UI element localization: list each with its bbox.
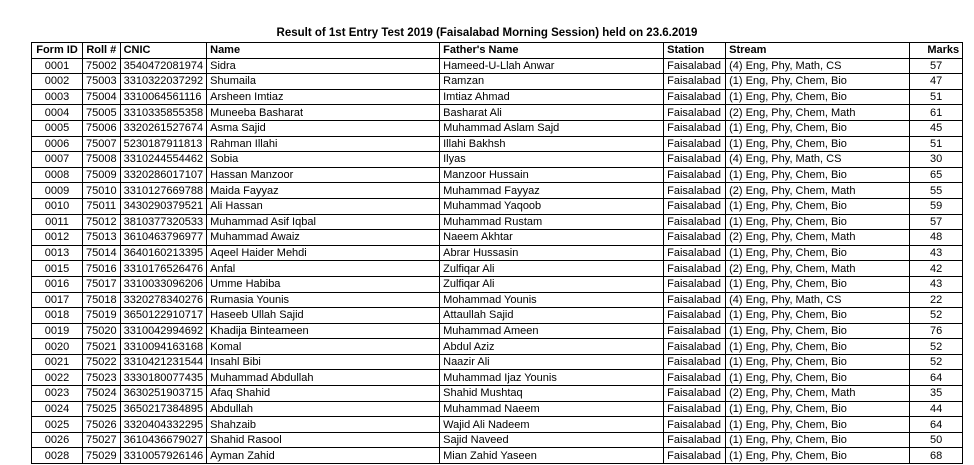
form-id-cell: 0021 [32, 354, 83, 370]
roll-number-cell: 75009 [83, 167, 121, 183]
fathers-name-cell: Ilyas [440, 152, 664, 168]
stream-cell: (1) Eng, Phy, Chem, Bio [726, 276, 910, 292]
form-id-cell: 0016 [32, 276, 83, 292]
table-row [32, 214, 963, 230]
station-cell: Faisalabad [664, 386, 726, 402]
roll-number-cell: 75026 [83, 417, 121, 433]
cnic-cell: 3320404332295 [120, 417, 207, 433]
name-cell: Asma Sajid [207, 120, 440, 136]
roll-number-cell: 75022 [83, 354, 121, 370]
table-row [32, 183, 963, 199]
stream-cell: (2) Eng, Phy, Chem, Math [726, 105, 910, 121]
marks-cell: 76 [910, 323, 963, 339]
table-row [32, 370, 963, 386]
station-cell: Faisalabad [664, 292, 726, 308]
cnic-cell: 5230187911813 [120, 136, 207, 152]
marks-cell: 57 [910, 214, 963, 230]
table-row [32, 339, 963, 355]
roll-number-cell: 75029 [83, 448, 121, 464]
form-id-cell: 0005 [32, 120, 83, 136]
stream-cell: (1) Eng, Phy, Chem, Bio [726, 432, 910, 448]
stream-cell: (4) Eng, Phy, Math, CS [726, 152, 910, 168]
fathers-name-cell: Imtiaz Ahmad [440, 89, 664, 105]
form-id-cell: 0028 [32, 448, 83, 464]
results-table [31, 42, 963, 464]
cnic-cell: 3650122910717 [120, 308, 207, 324]
roll-number-cell: 75023 [83, 370, 121, 386]
marks-cell: 57 [910, 58, 963, 74]
marks-cell: 51 [910, 136, 963, 152]
table-row [32, 198, 963, 214]
cnic-cell: 3320278340276 [120, 292, 207, 308]
station-cell: Faisalabad [664, 448, 726, 464]
roll-number-cell: 75020 [83, 323, 121, 339]
form-id-cell: 0010 [32, 198, 83, 214]
name-cell: Komal [207, 339, 440, 355]
fathers-name-cell: Naeem Akhtar [440, 230, 664, 246]
fathers-name-cell: Muhammad Ijaz Younis [440, 370, 664, 386]
marks-cell: 42 [910, 261, 963, 277]
name-cell: Haseeb Ullah Sajid [207, 308, 440, 324]
roll-number-cell: 75013 [83, 230, 121, 246]
roll-number-cell: 75011 [83, 198, 121, 214]
fathers-name-cell: Zulfiqar Ali [440, 276, 664, 292]
station-cell: Faisalabad [664, 89, 726, 105]
roll-number-cell: 75027 [83, 432, 121, 448]
fathers-name-cell: Zulfiqar Ali [440, 261, 664, 277]
name-cell: Rahman Illahi [207, 136, 440, 152]
cnic-cell: 3320261527674 [120, 120, 207, 136]
form-id-cell: 0012 [32, 230, 83, 246]
table-body [32, 58, 963, 463]
marks-cell: 48 [910, 230, 963, 246]
name-cell: Muhammad Abdullah [207, 370, 440, 386]
form-id-cell: 0020 [32, 339, 83, 355]
roll-number-cell: 75010 [83, 183, 121, 199]
marks-cell: 44 [910, 401, 963, 417]
cnic-cell: 3310322037292 [120, 74, 207, 90]
cnic-cell: 3610436679027 [120, 432, 207, 448]
stream-cell: (2) Eng, Phy, Chem, Math [726, 183, 910, 199]
station-cell: Faisalabad [664, 339, 726, 355]
table-header-row [32, 43, 963, 59]
table-row [32, 308, 963, 324]
form-id-cell: 0011 [32, 214, 83, 230]
roll-number-cell: 75014 [83, 245, 121, 261]
cnic-cell: 3330180077435 [120, 370, 207, 386]
station-cell: Faisalabad [664, 401, 726, 417]
table-row [32, 120, 963, 136]
station-cell: Faisalabad [664, 354, 726, 370]
form-id-cell: 0022 [32, 370, 83, 386]
marks-cell: 43 [910, 245, 963, 261]
fathers-name-cell: Muhammad Aslam Sajd [440, 120, 664, 136]
fathers-name-cell: Abdul Aziz [440, 339, 664, 355]
stream-cell: (1) Eng, Phy, Chem, Bio [726, 354, 910, 370]
stream-cell: (1) Eng, Phy, Chem, Bio [726, 136, 910, 152]
table-row [32, 136, 963, 152]
stream-cell: (1) Eng, Phy, Chem, Bio [726, 339, 910, 355]
name-cell: Muhammad Awaiz [207, 230, 440, 246]
cnic-cell: 3310421231544 [120, 354, 207, 370]
name-cell: Shumaila [207, 74, 440, 90]
marks-cell: 68 [910, 448, 963, 464]
table-row [32, 323, 963, 339]
name-cell: Maida Fayyaz [207, 183, 440, 199]
fathers-name-cell: Naazir Ali [440, 354, 664, 370]
table-row [32, 432, 963, 448]
stream-cell: (1) Eng, Phy, Chem, Bio [726, 308, 910, 324]
name-cell: Insahl Bibi [207, 354, 440, 370]
fathers-name-cell: Muhammad Naeem [440, 401, 664, 417]
marks-cell: 22 [910, 292, 963, 308]
form-id-cell: 0002 [32, 74, 83, 90]
station-cell: Faisalabad [664, 167, 726, 183]
stream-cell: (4) Eng, Phy, Math, CS [726, 58, 910, 74]
name-cell: Muhammad Asif Iqbal [207, 214, 440, 230]
marks-cell: 50 [910, 432, 963, 448]
table-row [32, 292, 963, 308]
fathers-name-cell: Manzoor Hussain [440, 167, 664, 183]
roll-number-cell: 75008 [83, 152, 121, 168]
name-cell: Sobia [207, 152, 440, 168]
name-cell: Umme Habiba [207, 276, 440, 292]
name-cell: Aqeel Haider Mehdi [207, 245, 440, 261]
fathers-name-cell: Muhammad Ameen [440, 323, 664, 339]
station-cell: Faisalabad [664, 214, 726, 230]
cnic-cell: 3650217384895 [120, 401, 207, 417]
name-cell: Rumasia Younis [207, 292, 440, 308]
cnic-cell: 3640160213395 [120, 245, 207, 261]
marks-cell: 30 [910, 152, 963, 168]
name-cell: Shahzaib [207, 417, 440, 433]
table-row [32, 152, 963, 168]
station-cell: Faisalabad [664, 198, 726, 214]
cnic-cell: 3310244554462 [120, 152, 207, 168]
header-fathers-name: Father's Name [440, 43, 664, 59]
station-cell: Faisalabad [664, 105, 726, 121]
table-row [32, 448, 963, 464]
header-stream: Stream [726, 43, 910, 59]
form-id-cell: 0024 [32, 401, 83, 417]
marks-cell: 65 [910, 167, 963, 183]
station-cell: Faisalabad [664, 74, 726, 90]
roll-number-cell: 75012 [83, 214, 121, 230]
roll-number-cell: 75006 [83, 120, 121, 136]
name-cell: Arsheen Imtiaz [207, 89, 440, 105]
station-cell: Faisalabad [664, 230, 726, 246]
roll-number-cell: 75003 [83, 74, 121, 90]
table-row [32, 89, 963, 105]
marks-cell: 52 [910, 354, 963, 370]
cnic-cell: 3310033096206 [120, 276, 207, 292]
roll-number-cell: 75025 [83, 401, 121, 417]
fathers-name-cell: Shahid Mushtaq [440, 386, 664, 402]
stream-cell: (1) Eng, Phy, Chem, Bio [726, 448, 910, 464]
stream-cell: (1) Eng, Phy, Chem, Bio [726, 198, 910, 214]
station-cell: Faisalabad [664, 308, 726, 324]
cnic-cell: 3310057926146 [120, 448, 207, 464]
roll-number-cell: 75017 [83, 276, 121, 292]
name-cell: Abdullah [207, 401, 440, 417]
fathers-name-cell: Illahi Bakhsh [440, 136, 664, 152]
name-cell: Afaq Shahid [207, 386, 440, 402]
name-cell: Ayman Zahid [207, 448, 440, 464]
form-id-cell: 0007 [32, 152, 83, 168]
table-row [32, 74, 963, 90]
cnic-cell: 3630251903715 [120, 386, 207, 402]
roll-number-cell: 75005 [83, 105, 121, 121]
form-id-cell: 0006 [32, 136, 83, 152]
table-row [32, 401, 963, 417]
name-cell: Muneeba Basharat [207, 105, 440, 121]
cnic-cell: 3320286017107 [120, 167, 207, 183]
roll-number-cell: 75007 [83, 136, 121, 152]
marks-cell: 51 [910, 89, 963, 105]
fathers-name-cell: Muhammad Yaqoob [440, 198, 664, 214]
station-cell: Faisalabad [664, 58, 726, 74]
form-id-cell: 0004 [32, 105, 83, 121]
stream-cell: (1) Eng, Phy, Chem, Bio [726, 120, 910, 136]
cnic-cell: 3810377320533 [120, 214, 207, 230]
fathers-name-cell: Muhammad Fayyaz [440, 183, 664, 199]
roll-number-cell: 75004 [83, 89, 121, 105]
form-id-cell: 0018 [32, 308, 83, 324]
station-cell: Faisalabad [664, 136, 726, 152]
header-name: Name [207, 43, 440, 59]
station-cell: Faisalabad [664, 183, 726, 199]
fathers-name-cell: Attaullah Sajid [440, 308, 664, 324]
stream-cell: (1) Eng, Phy, Chem, Bio [726, 167, 910, 183]
name-cell: Ali Hassan [207, 198, 440, 214]
marks-cell: 61 [910, 105, 963, 121]
station-cell: Faisalabad [664, 417, 726, 433]
form-id-cell: 0015 [32, 261, 83, 277]
roll-number-cell: 75024 [83, 386, 121, 402]
form-id-cell: 0026 [32, 432, 83, 448]
document-title: Result of 1st Entry Test 2019 (Faisalabad Morning Session) held on 23.6.2019 [276, 27, 698, 39]
fathers-name-cell: Mohammad Younis [440, 292, 664, 308]
stream-cell: (1) Eng, Phy, Chem, Bio [726, 323, 910, 339]
stream-cell: (1) Eng, Phy, Chem, Bio [726, 245, 910, 261]
fathers-name-cell: Abrar Hussasin [440, 245, 664, 261]
table-row [32, 105, 963, 121]
fathers-name-cell: Ramzan [440, 74, 664, 90]
cnic-cell: 3540472081974 [120, 58, 207, 74]
fathers-name-cell: Wajid Ali Nadeem [440, 417, 664, 433]
stream-cell: (1) Eng, Phy, Chem, Bio [726, 89, 910, 105]
station-cell: Faisalabad [664, 152, 726, 168]
table-row [32, 354, 963, 370]
marks-cell: 64 [910, 417, 963, 433]
roll-number-cell: 75002 [83, 58, 121, 74]
cnic-cell: 3610463796977 [120, 230, 207, 246]
station-cell: Faisalabad [664, 120, 726, 136]
marks-cell: 47 [910, 74, 963, 90]
station-cell: Faisalabad [664, 432, 726, 448]
fathers-name-cell: Hameed-U-Llah Anwar [440, 58, 664, 74]
cnic-cell: 3310176526476 [120, 261, 207, 277]
stream-cell: (2) Eng, Phy, Chem, Math [726, 261, 910, 277]
table-row [32, 386, 963, 402]
stream-cell: (1) Eng, Phy, Chem, Bio [726, 74, 910, 90]
table-row [32, 276, 963, 292]
stream-cell: (2) Eng, Phy, Chem, Math [726, 386, 910, 402]
fathers-name-cell: Sajid Naveed [440, 432, 664, 448]
marks-cell: 35 [910, 386, 963, 402]
cnic-cell: 3310127669788 [120, 183, 207, 199]
form-id-cell: 0017 [32, 292, 83, 308]
header-station: Station [664, 43, 726, 59]
marks-cell: 52 [910, 339, 963, 355]
header-form-id: Form ID [32, 43, 83, 59]
station-cell: Faisalabad [664, 370, 726, 386]
station-cell: Faisalabad [664, 261, 726, 277]
name-cell: Sidra [207, 58, 440, 74]
name-cell: Khadija Binteameen [207, 323, 440, 339]
stream-cell: (4) Eng, Phy, Math, CS [726, 292, 910, 308]
table-row [32, 417, 963, 433]
form-id-cell: 0025 [32, 417, 83, 433]
roll-number-cell: 75021 [83, 339, 121, 355]
marks-cell: 64 [910, 370, 963, 386]
table-row [32, 261, 963, 277]
form-id-cell: 0003 [32, 89, 83, 105]
cnic-cell: 3310335855358 [120, 105, 207, 121]
header-cnic: CNIC [120, 43, 207, 59]
form-id-cell: 0013 [32, 245, 83, 261]
name-cell: Hassan Manzoor [207, 167, 440, 183]
name-cell: Shahid Rasool [207, 432, 440, 448]
table-row [32, 230, 963, 246]
header-roll-number: Roll # [83, 43, 121, 59]
marks-cell: 59 [910, 198, 963, 214]
fathers-name-cell: Mian Zahid Yaseen [440, 448, 664, 464]
roll-number-cell: 75018 [83, 292, 121, 308]
fathers-name-cell: Muhammad Rustam [440, 214, 664, 230]
name-cell: Anfal [207, 261, 440, 277]
table-row [32, 167, 963, 183]
marks-cell: 43 [910, 276, 963, 292]
table-row [32, 58, 963, 74]
stream-cell: (1) Eng, Phy, Chem, Bio [726, 214, 910, 230]
form-id-cell: 0001 [32, 58, 83, 74]
roll-number-cell: 75016 [83, 261, 121, 277]
roll-number-cell: 75019 [83, 308, 121, 324]
cnic-cell: 3310094163168 [120, 339, 207, 355]
header-marks: Marks [910, 43, 963, 59]
form-id-cell: 0008 [32, 167, 83, 183]
cnic-cell: 3310064561116 [120, 89, 207, 105]
marks-cell: 55 [910, 183, 963, 199]
station-cell: Faisalabad [664, 323, 726, 339]
marks-cell: 52 [910, 308, 963, 324]
stream-cell: (2) Eng, Phy, Chem, Math [726, 230, 910, 246]
table-row [32, 245, 963, 261]
stream-cell: (1) Eng, Phy, Chem, Bio [726, 370, 910, 386]
cnic-cell: 3310042994692 [120, 323, 207, 339]
cnic-cell: 3430290379521 [120, 198, 207, 214]
fathers-name-cell: Basharat Ali [440, 105, 664, 121]
station-cell: Faisalabad [664, 276, 726, 292]
form-id-cell: 0019 [32, 323, 83, 339]
stream-cell: (1) Eng, Phy, Chem, Bio [726, 401, 910, 417]
form-id-cell: 0009 [32, 183, 83, 199]
marks-cell: 45 [910, 120, 963, 136]
station-cell: Faisalabad [664, 245, 726, 261]
form-id-cell: 0023 [32, 386, 83, 402]
stream-cell: (1) Eng, Phy, Chem, Bio [726, 417, 910, 433]
